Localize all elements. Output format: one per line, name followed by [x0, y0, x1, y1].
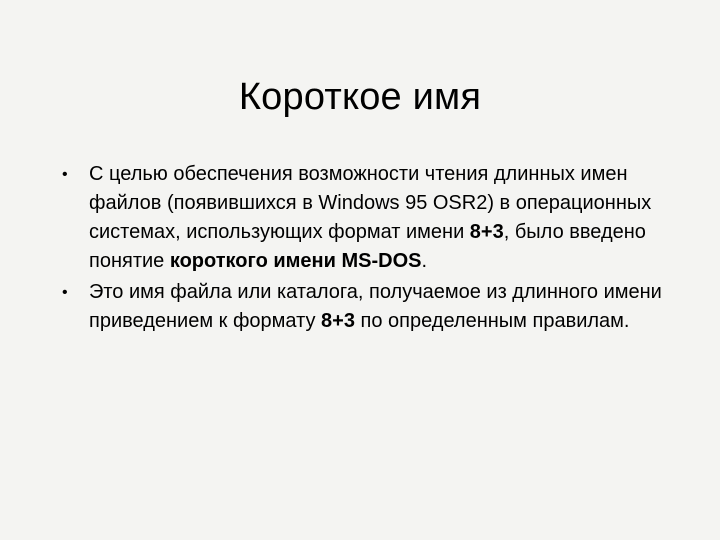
bullet-1-text: С целью обеспечения возможности чтения длинных имен файлов (появившихся в Windows 95 OSR2) в операционных системах, использующих формат имени: [89, 163, 652, 243]
bullet-item-1: [62, 160, 662, 276]
bullet-item-2: [62, 278, 662, 336]
bullet-icon: •: [62, 284, 68, 301]
bullet-2-text: Это имя файла или каталога, получаемое из длинного имени приведением к формату: [89, 281, 662, 332]
bullet-2-text-2: по определенным правилам.: [354, 310, 630, 332]
slide-title: Короткое имя: [238, 76, 482, 118]
bullet-1-format-bold: 8+3: [469, 221, 504, 243]
bullet-1-term-bold: короткого имени MS-DOS: [169, 250, 422, 272]
bullet-1-period: .: [421, 250, 428, 272]
bullet-1-text-2: , было введено понятие: [89, 221, 646, 272]
bullet-icon: •: [62, 166, 68, 183]
bullet-2-format-bold: 8+3: [321, 310, 355, 332]
bullet-list: [62, 160, 662, 338]
